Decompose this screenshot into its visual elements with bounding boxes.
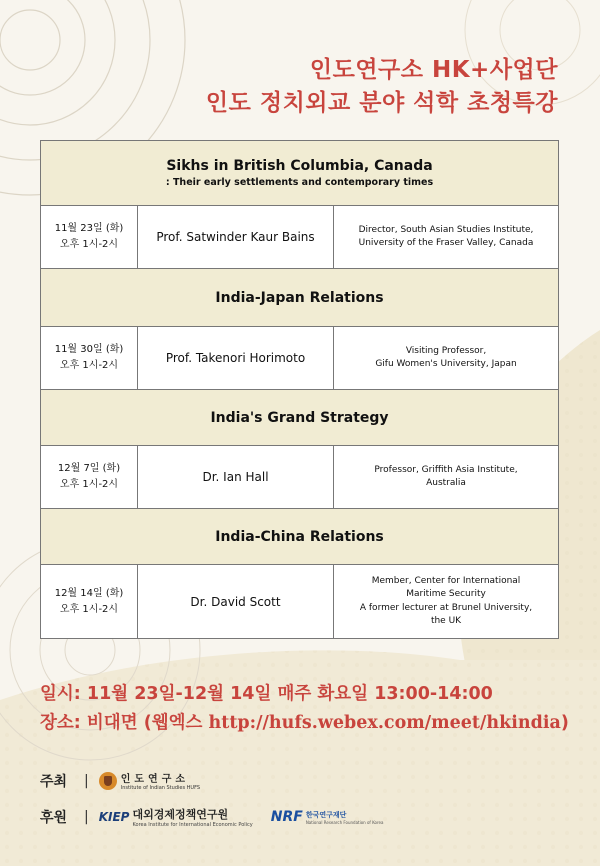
- venue-close: ): [560, 713, 569, 733]
- session-date: 11월 30일 (화): [54, 344, 124, 355]
- title-line-1: 인도연구소 HK+사업단: [309, 57, 558, 83]
- separator: |: [84, 809, 89, 825]
- session-date-cell: [41, 565, 138, 639]
- webex-link[interactable]: http://hufs.webex.com/meet/hkindia: [208, 713, 561, 733]
- sponsor-label: 후원: [40, 810, 68, 826]
- title-line-2: 인도 정치외교 분야 석학 초청특강: [205, 90, 558, 116]
- lecture-schedule-table: [40, 140, 559, 639]
- separator: |: [84, 772, 89, 789]
- session-topic: India's Grand Strategy: [210, 409, 389, 426]
- session-time: 오후 1시-2시: [59, 360, 119, 371]
- session-time: 오후 1시-2시: [59, 479, 119, 490]
- affiliation-line: Director, South Asian Studies Institute,: [358, 224, 534, 235]
- session-topic: India-China Relations: [215, 528, 384, 545]
- session-topic: Sikhs in British Columbia, Canada: [166, 158, 433, 174]
- nrf-org-name-en: National Research Foundation of Korea: [305, 819, 384, 825]
- kiep-org-name: 대외경제정책연구원: [132, 808, 229, 821]
- session-date: 11월 23일 (화): [54, 223, 124, 234]
- session-affiliation-cell: [334, 446, 559, 509]
- venue-line: [40, 709, 569, 734]
- host-row: [40, 770, 200, 791]
- host-org-name-en: Institute of Indian Studies HUFS: [120, 785, 201, 791]
- kiep-org: [132, 806, 252, 828]
- session-topic-header: [41, 509, 559, 565]
- affiliation-line: University of the Fraser Valley, Canada: [358, 238, 534, 248]
- session-date: 12월 14일 (화): [54, 587, 124, 599]
- session-date-cell: [41, 327, 138, 390]
- session-date-cell: [41, 446, 138, 509]
- session-speaker: Dr. David Scott: [138, 565, 334, 639]
- session-date: 12월 7일 (화): [57, 463, 121, 474]
- host-org: [121, 770, 200, 791]
- kiep-org-name-en: Korea Institute for International Economic Policy: [132, 822, 253, 828]
- nrf-org: [306, 810, 384, 825]
- session-time: 오후 1시-2시: [59, 603, 119, 615]
- kiep-logo-icon: KIEP: [98, 810, 130, 824]
- venue-label: 장소:: [40, 713, 81, 733]
- affiliation-line: Professor, Griffith Asia Institute,: [374, 464, 518, 475]
- session-affiliation-cell: [334, 206, 559, 269]
- session-affiliation-cell: [334, 327, 559, 390]
- affiliation-line: Maritime Security: [406, 589, 486, 599]
- affiliation-line: A former lecturer at Brunel University,: [359, 602, 533, 613]
- nrf-org-name: 한국연구재단: [305, 810, 347, 819]
- host-label: 주최: [40, 773, 68, 790]
- venue-text: 비대면 (웹엑스: [86, 713, 203, 733]
- schedule-label: 일시:: [40, 684, 81, 704]
- sponsor-row: [40, 806, 383, 828]
- session-topic-header: [41, 390, 559, 446]
- affiliation-line: the UK: [430, 616, 462, 626]
- iis-logo-icon: [99, 772, 117, 790]
- session-speaker: Prof. Takenori Horimoto: [138, 327, 334, 390]
- poster-title: [206, 54, 558, 120]
- session-topic-header: [41, 269, 559, 327]
- session-topic-header: [41, 141, 559, 206]
- session-speaker: Prof. Satwinder Kaur Bains: [138, 206, 334, 269]
- session-date-cell: [41, 206, 138, 269]
- host-org-name: 인도연구소: [120, 774, 190, 785]
- schedule-line: [40, 680, 493, 705]
- session-subtopic: : Their early settlements and contemporary times: [165, 177, 434, 188]
- affiliation-line: Australia: [426, 478, 466, 488]
- session-time: 오후 1시-2시: [59, 239, 119, 250]
- affiliation-line: Visiting Professor,: [405, 345, 487, 356]
- session-topic: India-Japan Relations: [215, 289, 384, 306]
- session-speaker: Dr. Ian Hall: [138, 446, 334, 509]
- session-affiliation-cell: [334, 565, 559, 639]
- nrf-logo-icon: NRF: [270, 809, 303, 825]
- schedule-text: 11월 23일-12월 14일 매주 화요일 13:00-14:00: [86, 684, 493, 704]
- affiliation-line: Gifu Women's University, Japan: [375, 359, 517, 369]
- affiliation-line: Member, Center for International: [371, 575, 521, 586]
